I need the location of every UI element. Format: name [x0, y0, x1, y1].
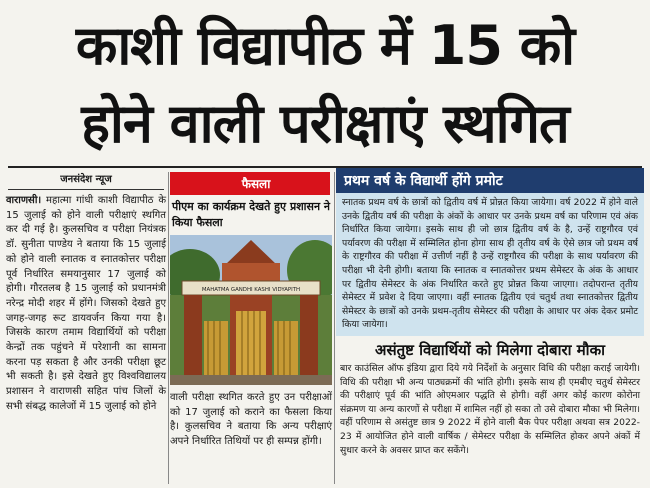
gate-sign-text: MAHATMA GANDHI KASHI VIDYAPITH	[201, 287, 301, 293]
dateline: वाराणसी।	[6, 195, 42, 206]
left-column	[6, 168, 166, 415]
left-body	[6, 194, 166, 415]
left-body-text: महात्मा गांधी काशी विद्यापीठ के 15 जुलाई को होने वाली परीक्षाएं स्थगित कर दी गई है। कुलसचिव व परीक्षा नियंत्रक डॉ. सुनीता पाण्डेय ने बताया कि 15 जुलाई को होने वाली स्नातक व स्नातकोत्तर परीक्षा पूर्व निर्धारित समयानुसार 17 जुलाई को होगी। गौरतलब है 15 जुलाई को प्रधानमंत्री नरेन्द्र मोदी शहर में होंगे। जिसको देखते हुए जगह-जगह रूट डायवर्जन किया गया है। जिसके कारण तमाम विद्यार्थियों को परीक्षा केन्द्रों तक पहुंचने में परेशानी का सामना करना पड़ सकता है और उनकी परीक्षा छूट भी सकती है। इसे देखते हुए विश्वविद्यालय प्रशासन ने वाराणसी सहित पांच जिलों के सभी संबद्ध कालेजों में 15 जुलाई को होने	[6, 195, 166, 412]
middle-column	[170, 168, 332, 450]
right-column	[336, 168, 644, 457]
second-chance-text: बार काउंसिल ऑफ इंडिया द्वारा दिये गये निर्देशों के अनुसार विधि की परीक्षा कराई जायेगी। विधि की परीक्षा भी अन्य पाठ्यक्रमों की भांति होगी। इसके साथ ही एमबीए चतुर्थ सेमेस्टर की परीक्षाएं पूर्व की भांति ओएमआर पद्धति से होगी। वहीं अगर कोई कारण कोरोना संक्रमण या अन्य कारणों से परीक्षा में शामिल नहीं हो सका तो उसे दोबारा मौका भी मिलेगा। वहीं परिणाम से असंतुष्ट छात्र 9 2022 में होने वाली बैक पेपर परीक्षा अथवा सत्र 2022-23 में आयोजित होने वाली वार्षिक / सेमेस्टर परीक्षा के सम्मिलित होकर अपने अंकों में सुधार करने के अवसर प्राप्त कर सकेंगे।	[340, 362, 640, 456]
sub-headline: पीएम का कार्यक्रम देखते हुए प्रशासन ने किया फैसला	[172, 200, 331, 229]
gate-illustration	[170, 235, 332, 385]
byline: जनसंदेश न्यूज	[8, 168, 164, 190]
headline	[0, 0, 650, 168]
headline-line-2: होने वाली परीक्षाएं स्थगित	[81, 92, 569, 155]
university-gate-photo	[170, 235, 332, 385]
promotion-box-title: प्रथम वर्ष के विद्यार्थी होंगे प्रमोट	[336, 168, 644, 193]
headline-line-1: काशी विद्यापीठ में 15 को	[75, 14, 575, 77]
promotion-box	[336, 193, 644, 336]
second-chance-title: असंतुष्ट विद्यार्थियों को मिलेगा दोबारा मौका	[375, 340, 605, 359]
middle-body: वाली परीक्षा स्थगित करते हुए उन परीक्षाओं को 17 जुलाई को कराने का फैसला किया है। कुलसचिव ने बताया कि अन्य परीक्षाएं अपने निर्धारित तिथियों पर ही सम्पन्न होंगी।	[170, 392, 332, 448]
section-tag: फैसला	[170, 172, 330, 195]
promotion-box-text: स्नातक प्रथम वर्ष के छात्रों को द्वितीय वर्ष में प्रोन्नत किया जायेगा। वर्ष 2022 में होने वाले उनके द्वितीय वर्ष की परीक्षा के अंकों के आधार पर उनके प्रथम वर्ष का परिणाम एवं अंक निर्धारित किया जायेगा। इसके साथ ही जो छात्र द्वितीय वर्ष के है, उन्हें राष्ट्रगौरव एवं पर्यावरण की परीक्षा में सम्मिलित होना होगा साथ ही तृतीय वर्ष के ऐसे छात्र जो प्रथम वर्ष के राष्ट्रगौरव की परीक्षा में उत्तीर्ण नहीं है उन्हें राष्ट्रगौरव की परीक्षा के साथ पर्यावरण की परीक्षा भी देनी होगी। बताया कि स्नातक व स्नातकोत्तर प्रथम सेमेस्टर के अंक के आधार पर द्वितीय सेमेस्टर के अंक निर्धारित करते हुए प्रोन्नत किया जाएगा। तदोपरान्त तृतीय सेमेस्टर में प्रवेश दे दिया जाएगा। वहीं स्नातक द्वितीय एवं चतुर्थ तथा स्नातकोत्तर द्वितीय सेमेस्टर के छात्रों को उनके प्रथम-तृतीय सेमेस्टर की परीक्षा के आधार पर अंक देकर प्रमोट किया जायेगा।	[342, 197, 638, 331]
column-divider-1	[168, 172, 169, 484]
column-divider-2	[334, 172, 335, 484]
